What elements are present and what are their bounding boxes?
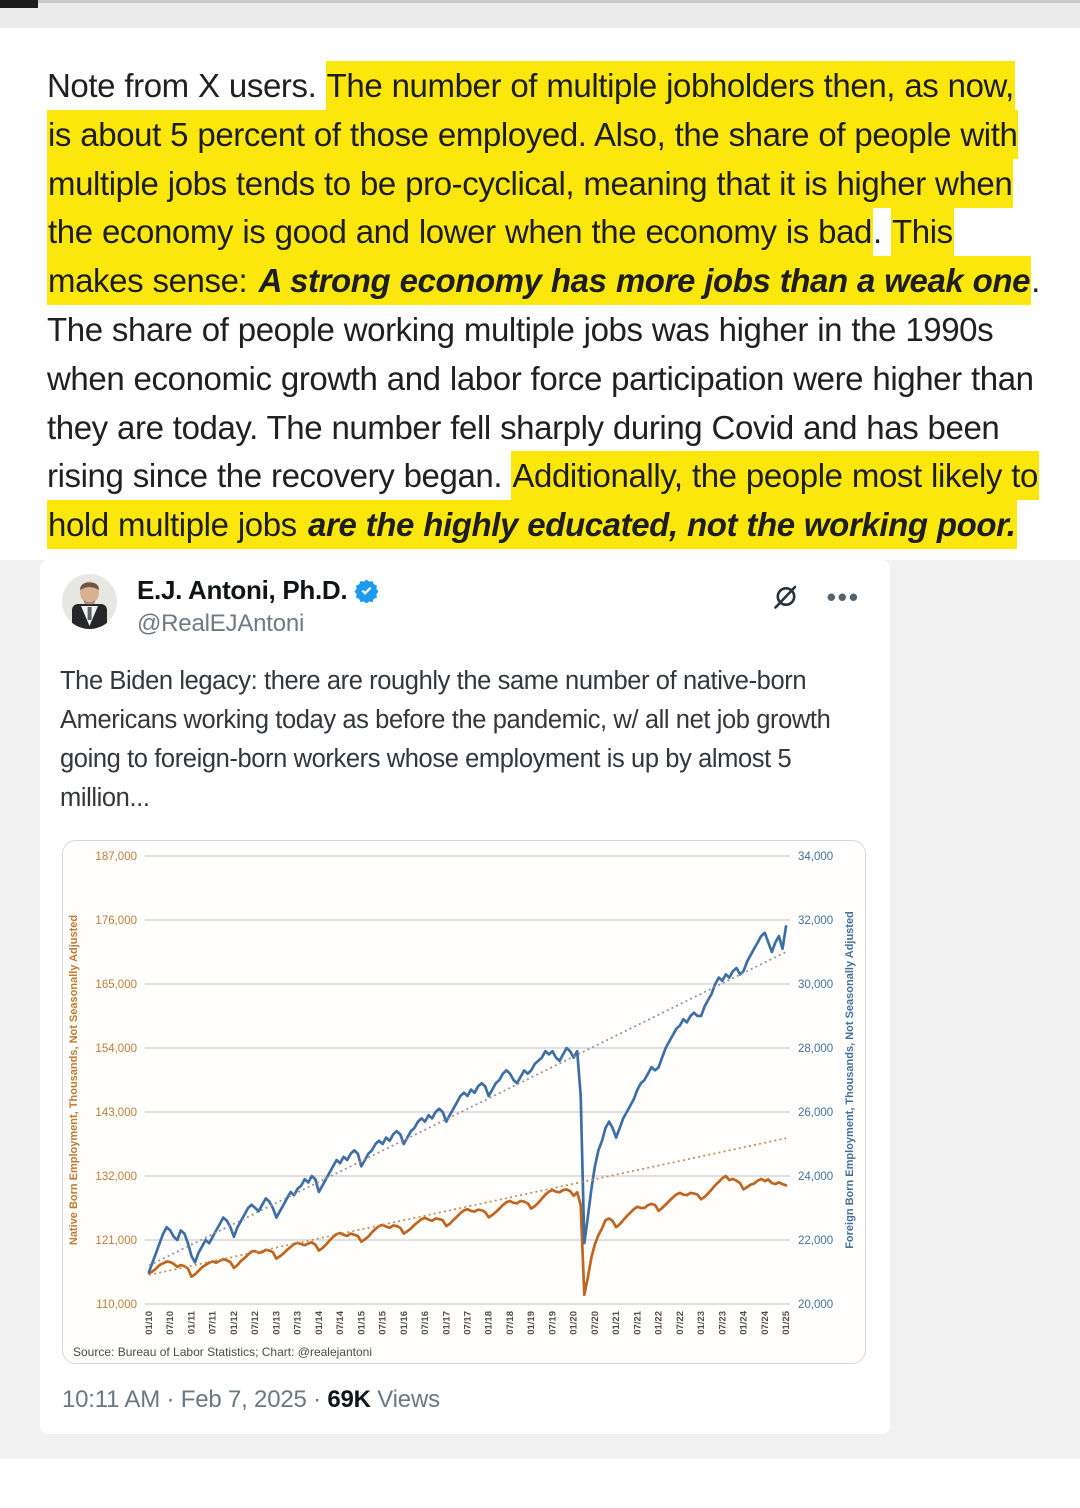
x-axis-tick: 01/10 — [144, 1310, 155, 1335]
right-axis-tick: 20,000 — [798, 1298, 834, 1311]
left-axis-tick: 110,000 — [96, 1298, 137, 1311]
x-axis-tick: 01/20 — [568, 1310, 580, 1335]
note-segment: are the highly educated, not the working poor. — [307, 500, 1017, 549]
left-axis-tick: 165,000 — [95, 978, 137, 991]
note-segment: The number of multiple jobholders then, as now, is about 5 percent of those employed. Also, the share of people with multiple jobs tends to be pro-cyclical, meaning that it is higher when the economy is good and lower when the economy is bad — [47, 61, 1018, 256]
left-axis-tick: 187,000 — [95, 850, 137, 863]
x-axis-tick: 01/19 — [526, 1310, 538, 1335]
note-segment: A strong economy has more jobs than a weak one — [258, 256, 1032, 305]
x-axis-tick: 01/17 — [441, 1310, 453, 1335]
x-axis-tick: 07/18 — [504, 1310, 516, 1335]
x-axis-tick: 07/22 — [674, 1310, 686, 1335]
author-handle[interactable]: @RealEJAntoni — [137, 609, 305, 637]
author-block — [137, 574, 771, 638]
x-axis-tick: 07/19 — [547, 1310, 559, 1335]
x-axis-tick: 07/15 — [377, 1310, 389, 1335]
x-axis-tick: 01/13 — [271, 1310, 283, 1335]
x-axis-tick: 01/24 — [738, 1310, 750, 1335]
x-axis-tick: 07/23 — [717, 1310, 729, 1335]
tweet-card — [40, 560, 890, 1434]
note-segment: . — [872, 213, 892, 251]
x-axis-tick: 01/22 — [653, 1310, 665, 1335]
x-axis-tick: 01/25 — [781, 1310, 792, 1335]
employment-chart[interactable] — [62, 840, 866, 1364]
x-axis-tick: 01/11 — [186, 1310, 198, 1335]
avatar-image — [62, 574, 117, 629]
x-axis-tick: 07/12 — [250, 1310, 262, 1335]
x-axis-tick: 07/24 — [759, 1310, 771, 1335]
verified-badge-icon — [354, 578, 379, 603]
x-axis-tick: 01/18 — [483, 1310, 495, 1335]
x-axis-tick: 01/23 — [696, 1310, 708, 1335]
x-axis-tick: 01/14 — [313, 1310, 325, 1335]
right-axis-tick: 22,000 — [798, 1234, 834, 1247]
left-axis-title: Native Born Employment, Thousands, Not Seasonally Adjusted — [68, 914, 80, 1246]
x-axis-tick: 01/12 — [228, 1310, 240, 1335]
left-axis-tick: 121,000 — [95, 1234, 137, 1247]
native-born-line — [149, 1176, 786, 1295]
note-section — [0, 28, 1080, 560]
tweet-header — [40, 574, 890, 638]
tweet-screenshot-section — [0, 560, 1080, 1459]
tweet-body-text: The Biden legacy: there are roughly the same number of native-born Americans working today as before the pandemic, w/ all net job growth going to foreign-born workers whose employment is up by almost 5 million... — [60, 666, 831, 812]
x-axis-tick: 07/14 — [335, 1310, 347, 1335]
right-axis-tick: 34,000 — [798, 850, 834, 863]
native-born-trendline — [149, 1138, 786, 1275]
right-axis-tick: 24,000 — [798, 1170, 834, 1183]
screenshot-top-chrome — [0, 0, 1080, 28]
x-axis-tick: 07/11 — [207, 1310, 219, 1335]
left-axis-tick: 132,000 — [95, 1170, 137, 1183]
author-name[interactable]: E.J. Antoni, Ph.D. — [137, 574, 348, 605]
x-axis-tick: 07/21 — [632, 1310, 644, 1335]
avatar[interactable] — [62, 574, 117, 629]
grok-icon[interactable] — [771, 582, 801, 612]
x-axis-tick: 07/16 — [420, 1310, 432, 1335]
note-segment: This makes sense: — [47, 207, 954, 305]
chart-source-text: Source: Bureau of Labor Statistics; Chart: @realejantoni — [73, 1344, 373, 1359]
note-segment: Additionally, the people most likely to hold multiple jobs — [47, 451, 1039, 549]
x-axis-tick: 01/16 — [398, 1310, 410, 1335]
timestamp-row — [62, 1386, 890, 1414]
foreign-born-line — [149, 926, 786, 1272]
header-actions — [771, 574, 860, 612]
more-menu-icon[interactable]: ••• — [826, 581, 860, 612]
employment-chart-svg — [63, 841, 866, 1364]
x-axis-tick: 07/20 — [589, 1310, 601, 1335]
views-count: 69K — [327, 1385, 371, 1413]
left-axis-tick: 154,000 — [95, 1042, 137, 1055]
note-paragraph — [47, 62, 1042, 550]
right-axis-tick: 26,000 — [798, 1106, 834, 1119]
left-axis-tick: 176,000 — [95, 914, 137, 927]
x-axis-tick: 07/13 — [292, 1310, 304, 1335]
x-axis-tick: 07/17 — [462, 1310, 474, 1335]
right-axis-title: Foreign Born Employment, Thousands, Not Seasonally Adjusted — [844, 911, 856, 1249]
top-left-notch — [0, 0, 38, 8]
note-segment: . The share of people working multiple jobs was higher in the 1990s when economic growth and labor force participation were higher than they are today. The number fell sharply during Covid and has been rising since the recovery began. — [47, 262, 1040, 495]
right-axis-tick: 32,000 — [798, 914, 834, 927]
views-label: Views — [370, 1385, 440, 1413]
x-axis-tick: 01/21 — [611, 1310, 623, 1335]
left-axis-tick: 143,000 — [95, 1106, 137, 1119]
x-axis-tick: 07/10 — [165, 1310, 177, 1335]
foreign-born-trendline — [149, 952, 786, 1266]
note-segment: Note from X users. — [47, 67, 326, 104]
x-axis-tick: 01/15 — [356, 1310, 368, 1335]
right-axis-tick: 30,000 — [798, 978, 834, 991]
timestamp-text: 10:11 AM · Feb 7, 2025 · — [62, 1385, 328, 1413]
right-axis-tick: 28,000 — [798, 1042, 834, 1055]
